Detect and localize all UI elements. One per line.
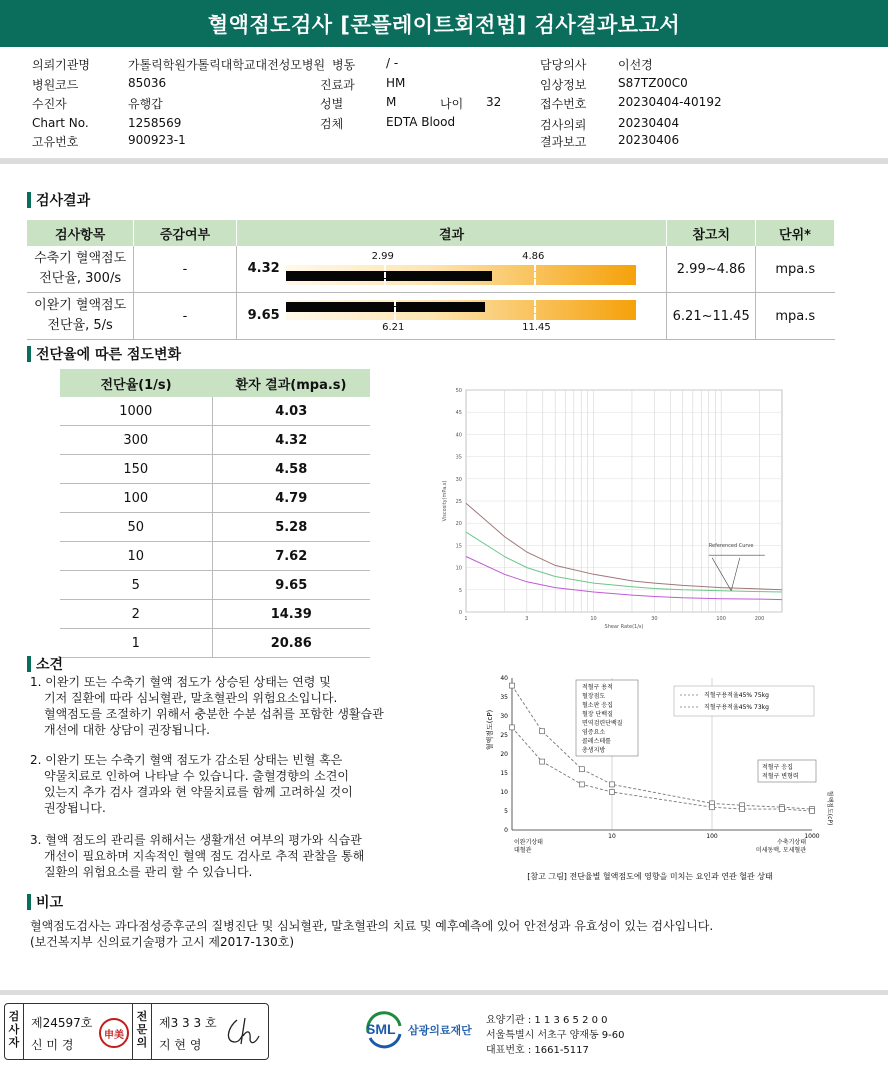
shear-row (60, 397, 370, 426)
age-value: 32 (486, 95, 502, 109)
y-tick-label: 0 (504, 827, 508, 834)
result-value: 9.65 (247, 308, 280, 323)
ward-label: 병동 (332, 58, 356, 72)
x-tick-label: 3 (525, 616, 529, 622)
x-right-note2: 미세동맥, 모세혈관 (755, 847, 806, 854)
result-value: 4.32 (247, 261, 280, 276)
hospital-code-label: 병원코드 (32, 78, 79, 92)
series-point-1 (740, 807, 745, 812)
specialist-no: 제3 3 3 호 (159, 1016, 217, 1030)
sml-logo (364, 1010, 404, 1050)
x-tick-label: 10 (608, 833, 616, 840)
series-point-0 (610, 782, 615, 787)
shear-rate: 1 (60, 629, 212, 658)
finding-1 (30, 674, 470, 738)
shear-table (60, 369, 370, 658)
reception-value: 20230404-40192 (618, 95, 722, 109)
finding-line: 개선이 필요하며 지속적인 혈액 점도 검사로 추적 관찰을 통해 (44, 849, 365, 863)
shear-rate: 100 (60, 484, 212, 513)
shear-value: 4.32 (212, 426, 370, 455)
shear-row (60, 629, 370, 658)
clinical-value: S87TZ00C0 (618, 76, 688, 90)
y-axis-label: Viscosity(mPa.s) (442, 480, 448, 522)
item-line2: 전단율, 300/s (39, 271, 122, 286)
y-tick-label: 25 (455, 499, 462, 505)
shear-value: 14.39 (212, 600, 370, 629)
specimen-value: EDTA Blood (386, 115, 456, 129)
factor-label: 적혈구 용적 (582, 684, 613, 691)
separator-bottom (0, 990, 888, 995)
shear-row (60, 600, 370, 629)
logo-text: SML (366, 1021, 396, 1037)
address: 서울특별시 서초구 양재동 9-60 (486, 1030, 625, 1041)
factor-label: 혈소판 응집 (582, 702, 613, 709)
divider (132, 1004, 133, 1059)
specialist-signature (223, 1014, 263, 1050)
col-item: 검사항목 (27, 220, 134, 246)
chart-label: Chart No. (32, 116, 89, 130)
factor-label: 총생지방 (582, 747, 606, 754)
result-gauge-cell (236, 246, 667, 293)
reception-label: 접수번호 (540, 97, 587, 111)
shear-rate: 150 (60, 455, 212, 484)
phone: 대표번호 : 1661-5117 (486, 1045, 589, 1056)
y-tick-label: 40 (455, 432, 462, 439)
report-title: 혈액점도검사 [콘플레이트회전법] 검사결과보고서 (0, 0, 888, 47)
finding-line: 질환의 위험요소를 관리 할 수 있습니다. (44, 865, 253, 879)
unique-value: 900923-1 (128, 133, 186, 147)
shear-title-text: 전단율에 따른 점도변화 (36, 347, 181, 363)
y-tick-label: 15 (455, 543, 462, 550)
inspector-name: 신 미 경 (31, 1038, 74, 1052)
col-change: 증감여부 (134, 220, 236, 246)
section-bar (27, 192, 31, 208)
dept-value: HM (386, 76, 406, 90)
result-gauge (238, 247, 588, 291)
y-tick-label: 45 (455, 410, 462, 417)
item-line1: 이완기 혈액점도 (34, 298, 127, 313)
col-patient: 환자 결과(mpa.s) (212, 369, 370, 397)
y-tick-label: 20 (500, 751, 508, 758)
remarks-line1: 혈액점도검사는 과다점성증후군의 질병진단 및 심뇌혈관, 말초혈관의 치료 및 예후예측에 있어 안전성과 유효성이 있는 검사입니다. (30, 919, 714, 933)
shear-value: 4.79 (212, 484, 370, 513)
results-section-title (27, 190, 90, 210)
patient-value: 유행갑 (128, 97, 163, 111)
patient-label: 수진자 (32, 97, 67, 111)
shear-body (60, 397, 370, 658)
findings-title-text: 소견 (36, 657, 64, 673)
shear-value: 5.28 (212, 513, 370, 542)
reference-annotation: Referenced Curve (708, 543, 754, 550)
finding-2 (30, 752, 470, 816)
finding-line: 권장됩니다. (44, 801, 106, 815)
y-tick-label: 10 (455, 565, 462, 572)
finding-line: 혈액점도를 조절하기 위해서 충분한 수분 섭취를 포함한 생활습관 (44, 707, 384, 721)
specialist-label: 전문의 (136, 1010, 148, 1049)
inspector-label: 검사자 (8, 1010, 20, 1049)
y-tick-label: 35 (455, 454, 462, 461)
series-point-1 (579, 782, 584, 787)
sex-value: M (386, 95, 397, 109)
shear-section-title (27, 344, 181, 364)
result-unit: mpa.s (755, 293, 834, 340)
item-line2: 전단율, 5/s (47, 318, 113, 333)
company-name: 삼광의료재단 (408, 1024, 472, 1037)
legend-box2-label: 적혈구 응집 (762, 764, 793, 771)
item-line1: 수축기 혈액점도 (34, 251, 127, 266)
chart-caption: [참고 그림] 전단율별 혈액점도에 영향을 미치는 요인과 연관 혈관 상태 (527, 872, 773, 881)
ward-value: / - (386, 56, 399, 70)
findings-section-title (27, 654, 63, 674)
right-axis-label: 혈액점도(cP) (826, 790, 833, 826)
shear-header-row (60, 369, 370, 397)
result-item (27, 293, 134, 340)
gauge-low-marker (394, 300, 396, 320)
remarks-line2: (보건복지부 신의료기술평가 고시 제2017-130호) (30, 935, 295, 949)
inspector-no: 제24597호 (31, 1016, 93, 1030)
section-bar (27, 656, 31, 672)
results-title-text: 검사결과 (36, 193, 91, 209)
specialist-name: 지 현 영 (159, 1038, 202, 1052)
shear-row (60, 455, 370, 484)
x-left-note2: 대혈관 (514, 847, 532, 854)
y-tick-label: 50 (455, 388, 462, 394)
result-row-systolic (27, 246, 835, 293)
series-point-1 (510, 725, 515, 730)
finding-line: 2. 이완기 또는 수축기 혈액 점도가 감소된 상태는 빈혈 혹은 (30, 753, 343, 767)
gauge-low-marker (384, 265, 386, 285)
remarks-title-text: 비고 (36, 895, 64, 911)
result-row-diastolic (27, 293, 835, 340)
series-point-1 (540, 759, 545, 764)
gauge-high-marker (534, 300, 536, 320)
remarks-section-title (27, 892, 63, 912)
legend-box (674, 686, 814, 716)
org-code: 요양기관 : 1 1 3 6 5 2 0 0 (486, 1015, 608, 1026)
finding-line: 3. 혈액 점도의 관리를 위해서는 생활개선 여부의 평가와 식습관 (30, 833, 362, 847)
gauge-high-label: 11.45 (522, 322, 551, 333)
institution-value: 가톨릭학원가톨릭대학교대전성모병원 (128, 58, 326, 72)
finding-3 (30, 832, 470, 880)
result-change: - (134, 293, 236, 340)
doctor-value: 이선경 (618, 58, 653, 72)
signature-box (4, 1003, 269, 1060)
x-right-note1: 수축기상태 (777, 839, 806, 846)
shear-value: 4.58 (212, 455, 370, 484)
y-tick-label: 35 (500, 694, 508, 701)
x-tick-label: 1000 (804, 833, 820, 840)
specimen-label: 검체 (320, 117, 344, 131)
doctor-label: 담당의사 (540, 58, 587, 72)
col-unit: 단위* (755, 220, 834, 246)
shear-row (60, 571, 370, 600)
factor-label: 염증요소 (582, 729, 606, 736)
y-tick-label: 10 (500, 789, 508, 796)
shear-rate: 300 (60, 426, 212, 455)
legend-label: 직혈구용적율45% 73kg (704, 704, 769, 711)
finding-line: 있는지 추가 검사 결과와 현 약물치료를 함께 고려하실 것이 (44, 785, 353, 799)
shear-row (60, 426, 370, 455)
x-tick-label: 100 (716, 616, 726, 622)
x-axis-label: Shear Rate(1/s) (604, 624, 644, 630)
divider (151, 1004, 152, 1059)
series-point-0 (540, 729, 545, 734)
y-tick-label: 20 (455, 521, 462, 528)
shear-row (60, 484, 370, 513)
factor-label: 혈장 단백질 (582, 711, 613, 718)
hospital-code-value: 85036 (128, 76, 167, 90)
series-point-1 (779, 807, 784, 812)
x-tick-label: 200 (754, 616, 765, 622)
shear-rate: 10 (60, 542, 212, 571)
gauge-high-marker (534, 265, 536, 285)
y-tick-label: 40 (500, 675, 508, 682)
report-label: 결과보고 (540, 135, 587, 149)
shear-rate: 1000 (60, 397, 212, 426)
result-unit: mpa.s (755, 246, 834, 293)
results-table (27, 220, 835, 340)
finding-line: 기저 질환에 따라 심뇌혈관, 말초혈관의 위험요소입니다. (44, 691, 338, 705)
factor-label: 혈장점도 (582, 693, 606, 700)
shear-value: 7.62 (212, 542, 370, 571)
factor-reference-chart (478, 668, 840, 888)
shear-row (60, 513, 370, 542)
finding-line: 약물치료로 인하여 나타날 수 있습니다. 출혈경향의 소견이 (44, 769, 349, 783)
y-tick-label: 5 (458, 587, 462, 594)
y-tick-label: 30 (455, 476, 462, 483)
factor-label: 콜레스테롤 (582, 738, 611, 745)
gauge-fill (286, 302, 486, 312)
y-tick-label: 30 (500, 713, 508, 720)
x-left-note1: 이완기상태 (514, 839, 543, 846)
x-tick-label: 100 (706, 833, 718, 840)
request-label: 검사의뢰 (540, 118, 587, 132)
y-tick-label: 15 (500, 770, 508, 777)
gauge-high-label: 4.86 (522, 251, 545, 262)
result-gauge-cell (236, 293, 667, 340)
result-ref: 6.21~11.45 (667, 293, 756, 340)
x-tick-label: 10 (590, 616, 597, 622)
report-value: 20230406 (618, 133, 680, 147)
viscosity-reference-chart (438, 384, 788, 630)
shear-value: 4.03 (212, 397, 370, 426)
shear-rate: 50 (60, 513, 212, 542)
x-tick-label: 1 (464, 616, 468, 622)
legend-box2-label: 적혈구 변형력 (762, 773, 799, 780)
section-bar (27, 894, 31, 910)
unique-label: 고유번호 (32, 135, 79, 149)
gauge-low-label: 2.99 (371, 251, 394, 262)
age-label: 나이 (440, 97, 464, 111)
factor-label: 면역검련단백질 (582, 720, 623, 727)
section-bar (27, 346, 31, 362)
result-change: - (134, 246, 236, 293)
series-point-0 (510, 683, 515, 688)
shear-value: 9.65 (212, 571, 370, 600)
y-axis-label: 혈액점도(cP) (486, 709, 494, 751)
finding-line: 개선에 대한 상담이 권장됩니다. (44, 723, 210, 737)
shear-rate: 5 (60, 571, 212, 600)
legend-label: 직혈구용적율45% 75kg (704, 692, 769, 699)
results-header-row (27, 220, 835, 246)
x-tick-label: 30 (651, 616, 658, 622)
col-result: 결과 (236, 220, 667, 246)
gauge-low-label: 6.21 (382, 322, 405, 333)
separator-top (0, 158, 888, 164)
y-tick-label: 5 (504, 808, 508, 815)
finding-line: 1. 이완기 또는 수축기 혈액 점도가 상승된 상태는 연령 및 (30, 675, 331, 689)
y-tick-label: 25 (500, 732, 508, 739)
divider (23, 1004, 24, 1059)
col-rate: 전단율(1/s) (60, 369, 212, 397)
col-ref: 참고치 (667, 220, 756, 246)
institution-label: 의뢰기관명 (32, 58, 90, 72)
series-point-1 (610, 790, 615, 795)
shear-value: 20.86 (212, 629, 370, 658)
clinical-label: 임상정보 (540, 78, 587, 92)
request-value: 20230404 (618, 116, 680, 130)
series-point-0 (579, 767, 584, 772)
result-gauge (238, 294, 588, 338)
series-point-1 (810, 809, 815, 814)
inspector-seal: 申美 (99, 1018, 129, 1048)
series-point-1 (710, 805, 715, 810)
y-tick-label: 0 (458, 610, 462, 616)
sex-label: 성별 (320, 97, 344, 111)
shear-rate: 2 (60, 600, 212, 629)
result-ref: 2.99~4.86 (667, 246, 756, 293)
shear-row (60, 542, 370, 571)
result-item (27, 246, 134, 293)
chart-value: 1258569 (128, 116, 182, 130)
gauge-fill (286, 271, 493, 281)
dept-label: 진료과 (320, 78, 355, 92)
remarks-text (30, 918, 870, 950)
